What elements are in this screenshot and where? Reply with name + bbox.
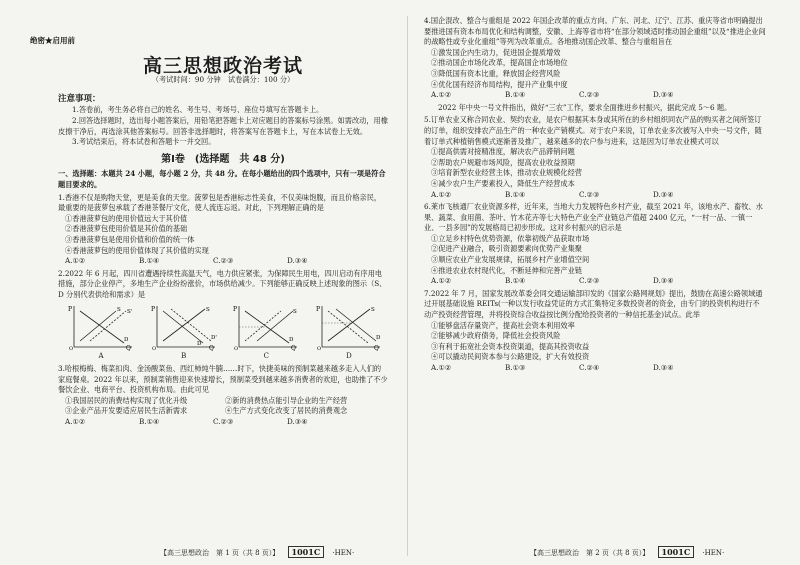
graph-d [314,303,384,362]
graph-b-figure [149,303,219,351]
statement-option: ③企业产品开发要适应居民生活新需求 [65,406,188,416]
answer-choices [424,90,766,101]
statement-options [58,396,388,407]
statement-option: ③有利于拓宽社会资本投资渠道，提高其投资收益 [431,341,590,351]
statement-option: ④可以撬动民间资本参与公路建设，扩大有效投资 [431,352,590,362]
footer-suffix: ·HEN· [332,549,355,557]
graph-label: D [346,352,352,361]
exam-title: 高三思想政治考试 [142,54,303,77]
question-7 [424,289,766,374]
section-intro: 一、选择题：本题共 24 小题，每小题 2 分，共 48 分。在每小题给出的四个选项中，只有一项是符合题目要求的。 [58,169,386,189]
question-stem: 6.莱市飞核通厂农业资源多样，近年来，当地大力发展特色乡村产业，截至 2021 年，该地水产、畜牧、水果、蔬菜、食用菌、茶叶、竹木花卉等七大特色产业全产业链总产值超 2400 亿元，“一村一品、一镇一业、一县多园”的发展格局已初步形成。这对乡村振兴的启示是 [424,202,763,233]
answer-choices [424,276,766,287]
curve-s: S [370,307,375,314]
graph-a [66,303,136,362]
curve-d: D [124,337,129,344]
choice-c: C.②③ [579,189,600,199]
choice-c: C.②③ [213,417,234,427]
statement-options [58,406,388,417]
question-stem: 7.2022 年 7 月，国家发展改革委会同交通运输部印发的《国家公路网规划》提出，鼓励在高速公路领域通过开展基础设施 REITs(一种以发行收益凭证的方式汇集特定多数投资者的资金，由专门的投资机构进行不动产投资经营管理，并将投资综合收益按比例分配给投资者的一种信托基金)试点。此举 [424,288,763,320]
answer-choices [424,363,766,374]
footer-subject: 【高三思想政治 第 1 页（共 8 页）】 [160,549,280,557]
choice-c: C.②④ [579,363,600,372]
curve-d-prime: D' [210,335,217,342]
curve-d: D [375,335,381,342]
choice-c: C.②③ [579,90,600,100]
footer-suffix: ·HEN· [702,549,725,557]
graph-a-figure [66,303,136,351]
statement-option: ②新的消费热点能引导企业的生产经营 [225,395,348,405]
choice-d: D.③④ [653,189,674,199]
footer-left [160,547,354,558]
axis-o: O [69,346,74,352]
statement-option: ②能够减少政府债务，降低社会投资风险 [431,331,561,341]
choice-d: D.③④ [287,417,308,427]
statement-option: ①我国居民的消费结构实现了优化升级 [65,395,188,405]
question-stem: 3.哈根梅梅、梅菜扣肉、金汤酸菜鱼、西红柿炖牛腩……时下，快捷美味的预制菜越来越多走入人们的家庭餐桌。2022 年以来，预制菜销售迎来快速增长，预制菜受到越来越多消费者的欢迎，也助推了不少餐饮企业、电商平台、投资机构布局。由此可见 [58,364,388,395]
choice-c: C.②③ [579,276,600,286]
curve-s: S [205,307,210,314]
answer-choices [424,190,766,201]
choice-d: D.③④ [653,90,674,100]
curve-s-prime: S' [127,309,133,316]
choice-b: B.①④ [505,189,526,199]
answer-choices [58,417,388,428]
question-5 [424,115,766,200]
choice-a: A.①② [65,417,86,427]
question-6 [424,202,766,287]
statement-option: ③降低国有资本比重，释放国企经营风险 [431,68,561,78]
statement-option: ③培育新型农业经营主体，推动农业规模化经营 [431,168,582,178]
statement-option: ④推进农业农村现代化，不断延伸和完善产业链 [431,265,582,275]
note-item: 3.考试结束后，将本试卷和答题卡一并交回。 [72,137,216,147]
footer-code: 1001C [658,546,695,558]
choice-a: A.①② [431,363,452,372]
axis-q: Q [291,345,297,352]
statement-option: ②香港菠萝包使用价值是其价值的基础 [65,224,188,234]
graph-c [231,303,301,362]
axis-o: O [316,346,322,352]
answer-choices [58,256,388,267]
note-item: 1.答卷前，考生务必将自己的姓名、考生号、考场号、座位号填写在答题卡上。 [72,105,324,115]
left-column [30,14,388,428]
graph-label: B [181,352,187,361]
column-divider [407,16,408,556]
statement-option: ④减少农户生产要素投入，降低生产经营成本 [431,178,575,188]
section-title: 第Ⅰ卷 (选择题 共 48 分) [161,153,285,165]
note-item: 2.回答选择题时，选出每小题答案后，用铅笔把答题卡上对应题目的答案标号涂黑。如需改动，用橡皮擦干净后，再选涂其他答案标号。回答非选择题时，将答案写在答题卡上，写在本试卷上无效。 [58,115,388,136]
statement-option: ③香港菠萝包是使用价值和价值的统一体 [65,234,195,244]
graph-c-figure [231,303,301,351]
question-stem: 1.香港不仅是购物天堂，更是美食的天堂。菠萝包是香港标志性美食，不仅美味饱腹，而且价格亲民，最重要的是菠萝包承载了香港茶餐厅文化，使人流连忘返。对此，下列理解正确的是 [58,192,382,213]
choice-b: B.①④ [505,276,526,286]
curve-s: S [293,309,298,316]
statement-option: ④香港菠萝包的使用价值体现了其价值的实现 [65,245,209,255]
statement-option: ①能够盘活存量资产，提高社会资本利用效率 [431,320,575,330]
statement-option: ②推动国企市场化改革，提高国企市场地位 [431,58,568,68]
statement-option: ①立足乡村特色优势资源，依靠初级产品获取市场 [431,233,590,243]
statement-option: ④优化国有经济布局结构，提升产业集中度 [431,79,568,89]
graph-label: C [263,352,269,361]
choice-b: B.①④ [505,90,526,100]
graph-d-figure [314,303,384,351]
axis-o: O [234,346,239,352]
curve-d: D [196,341,202,348]
choice-d: D.③④ [653,363,674,372]
question-2 [58,269,388,362]
question-1 [58,193,388,267]
footer-code: 1001C [288,546,325,558]
statement-option: ①提高供需对接精准度，解决农产品滞销问题 [431,147,575,157]
statement-option: ②促进产业融合，吸引资源要素向优势产业集聚 [431,244,582,254]
choice-b: B.①④ [139,417,160,427]
choice-a: A.①② [431,189,452,199]
footer-subject: 【高三思想政治 第 2 页（共 8 页）】 [530,549,650,557]
statement-option: ④生产方式变化改变了居民的消费观念 [225,406,348,416]
choice-b: B.①③ [505,363,526,372]
choice-a: A.①② [431,90,452,100]
statement-option: ①香港菠萝包的使用价值远大于其价值 [65,213,188,223]
right-column [424,14,766,374]
statement-option: ①激发国企内生动力，促进国企提质增效 [431,47,561,57]
choice-d: D.③④ [653,276,674,286]
choice-c: C.②③ [213,256,234,266]
choice-d: D.③④ [287,256,308,266]
statement-option: ③顺应农业产业发展规律，拓展乡村产业增值空间 [431,255,590,265]
choice-a: A.①② [431,276,452,286]
choice-b: B.①④ [139,256,160,266]
graph-label: A [98,352,104,361]
choice-a: A.①② [65,256,86,266]
footer-right [530,547,724,558]
time-info: （考试时间：90 分钟 试卷满分：100 分） [151,75,295,85]
axis-p: P [150,306,155,314]
question-3 [58,364,388,428]
axis-p: P [315,306,321,314]
question-stem: 4.国企混改、整合与重组是 2022 年国企改革的重点方向。广东、河北、辽宁、江苏、重庆等省市明确提出要推进国有资本布局优化和结构调整，安徽、上海等省市将“在部分领域适时推动国企重组”以及“推进企业间的战略性或专业化重组”等列为改革重点。各地推动国企改革、整合与重组旨在 [424,16,766,47]
question-stem: 2.2022 年 6 月起，四川省遭遇持续性高温天气，电力供应紧张，为保障民生用电，四川启动有序用电措施，部分企业停产，多地生产企业纷纷涨价，市场供给减少。下列能够正确反映上述现象的图示（S、D 分别代表供给和需求）是 [58,268,387,299]
graph-b [149,303,219,362]
question-4 [424,16,766,101]
secret-mark: 绝密★启用前 [30,36,75,45]
axis-q: Q [373,345,379,352]
axis-q: Q [126,345,131,352]
axis-o: O [151,346,156,352]
statement-option: ②帮助农户规避市场风险，提高农业收益预期 [431,157,575,167]
group-preamble: 2022 年中央一号文件指出，做好“三农”工作，要求全面推进乡村振兴，据此完成 5～6 题。 [438,102,732,112]
curve-s: S [117,307,121,314]
question-stem: 5.订单农业又称合同农业、契约农业，是农户根据其本身或其所在的乡村组织同农产品的购买者之间所签订的订单，组织安排农产品生产的一种农业产销模式。对于农户来说，订单农业多次被写入中央一号文件，随着订单式种植销售模式逐渐普及推广，越来越多的农户参与进来，这是因为订单农业模式可以 [424,115,762,146]
axis-p: P [233,306,238,314]
notes-heading: 注意事项： [58,93,101,104]
axis-p: P [68,306,73,314]
axis-q: Q [208,345,214,352]
curve-d: D [289,337,294,344]
supply-demand-graphs [66,303,384,362]
